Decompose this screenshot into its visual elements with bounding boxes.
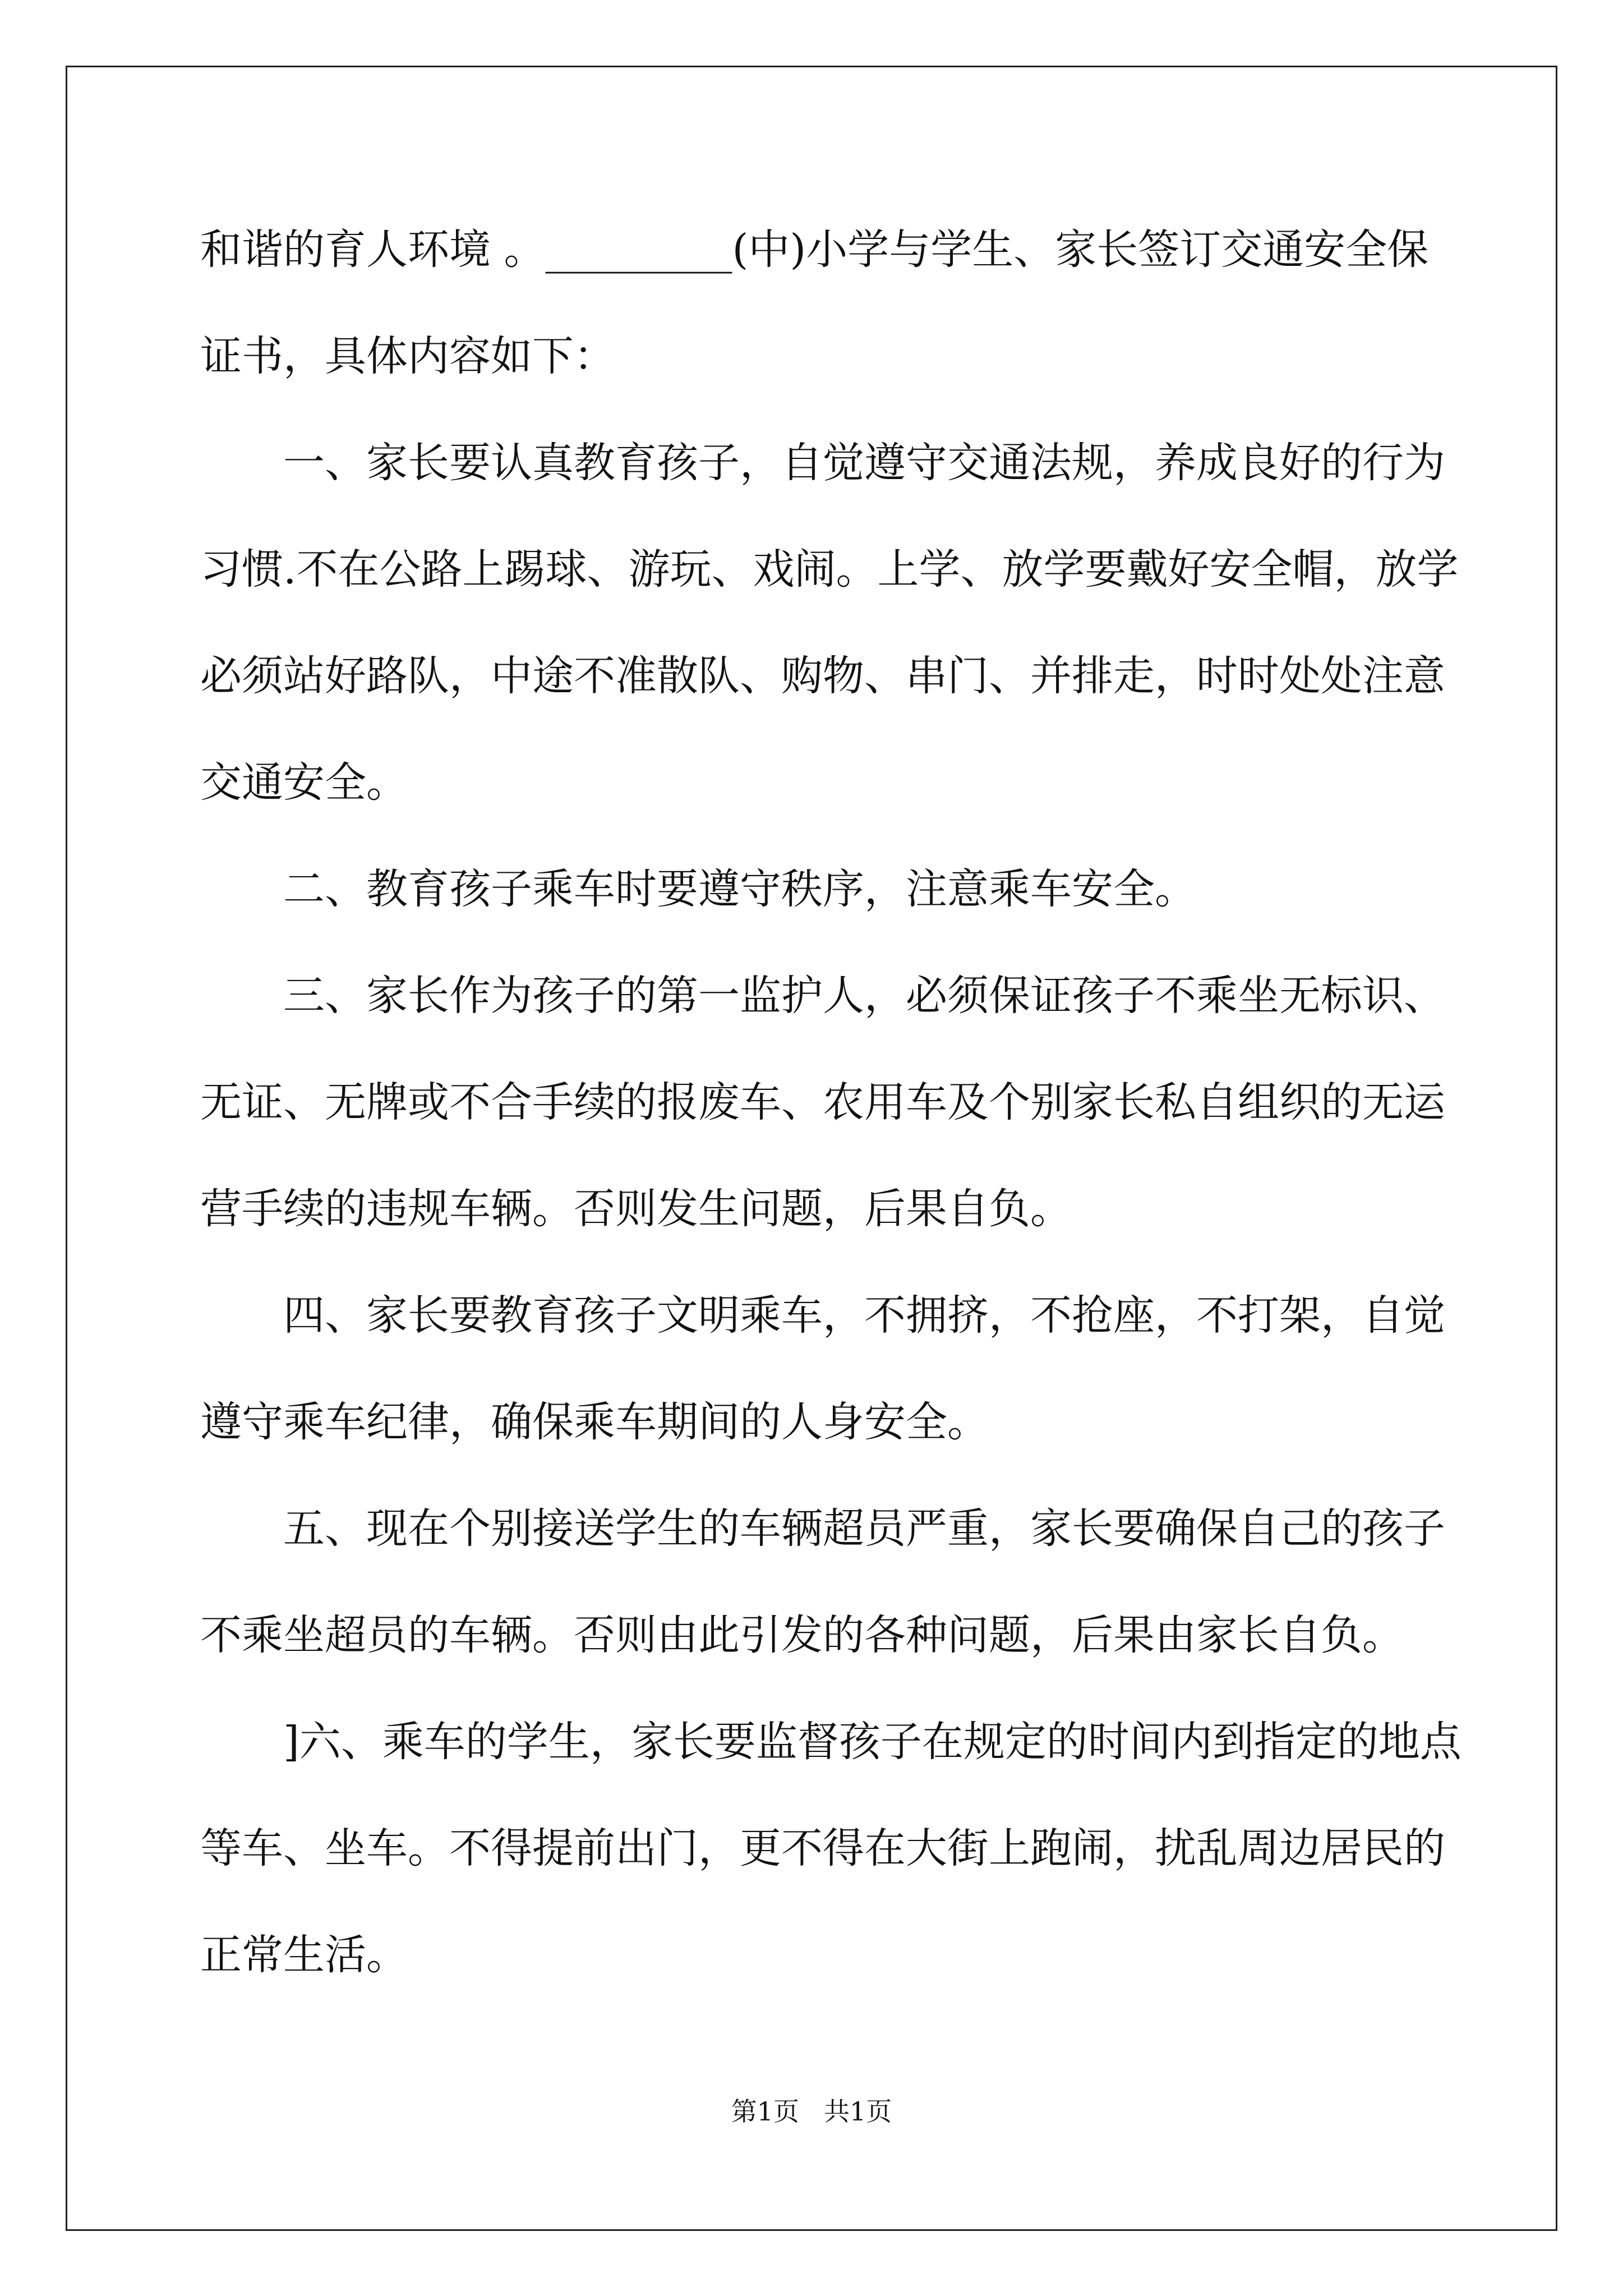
text-line: 和谐的育人环境 。_________(中)小学与学生、家长签订交通安全保	[200, 226, 1429, 274]
page-number: 第1页	[731, 2096, 799, 2127]
text-line: 一、家长要认真教育孩子，自觉遵守交通法规，养成良好的行为	[283, 439, 1445, 487]
text-line: 营手续的违规车辆。否则发生问题，后果自负。	[200, 1185, 1072, 1233]
text-line: 交通安全。	[200, 758, 408, 807]
text-line: 习惯.不在公路上踢球、游玩、戏闹。上学、放学要戴好安全帽，放学	[200, 545, 1459, 593]
text-line: 二、教育孩子乘车时要遵守秩序，注意乘车安全。	[283, 865, 1196, 913]
text-line: 正常生活。	[200, 1931, 408, 1979]
text-line: 不乘坐超员的车辆。否则由此引发的各种问题，后果由家长自负。	[200, 1611, 1404, 1659]
text-line: 必须站好路队，中途不准散队、购物、串门、并排走，时时处处注意	[200, 652, 1445, 700]
text-line: ]六、乘车的学生，家长要监督孩子在规定的时间内到指定的地点	[283, 1718, 1461, 1766]
text-line: 三、家长作为孩子的第一监护人，必须保证孩子不乘坐无标识、	[283, 972, 1445, 1020]
text-line: 五、现在个别接送学生的车辆超员严重，家长要确保自己的孩子	[283, 1504, 1445, 1553]
page-frame	[66, 66, 1557, 2231]
page-footer	[0, 2095, 1623, 2128]
text-line: 四、家长要教育孩子文明乘车，不拥挤，不抢座，不打架，自觉	[283, 1291, 1445, 1340]
text-line: 等车、坐车。不得提前出门，更不得在大街上跑闹，扰乱周边居民的	[200, 1824, 1445, 1872]
text-line: 遵守乘车纪律，确保乘车期间的人身安全。	[200, 1398, 989, 1446]
text-line: 无证、无牌或不合手续的报废车、农用车及个别家长私自组织的无运	[200, 1078, 1445, 1126]
text-line: 证书，具体内容如下：	[200, 332, 615, 380]
page-total: 共1页	[824, 2096, 892, 2127]
